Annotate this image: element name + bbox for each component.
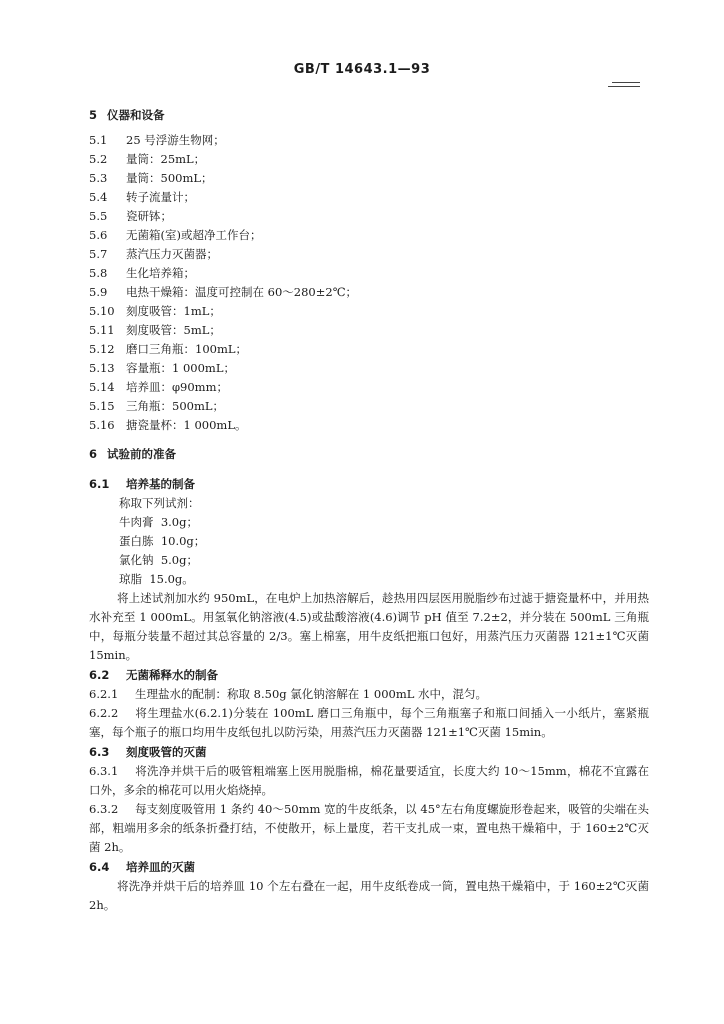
reagent-item: 氯化钠 5.0g；: [119, 553, 198, 567]
subsection-heading-6-4: 6.4 培养皿的灭菌: [89, 860, 195, 874]
list-item: 5.8 生化培养箱；: [89, 266, 195, 280]
subsection-heading-6-1: 6.1 培养基的制备: [89, 477, 195, 491]
list-item: 5.11 刻度吸管：5mL；: [89, 323, 221, 337]
list-item: 5.9 电热干燥箱：温度可控制在 60～280±2℃；: [89, 285, 358, 299]
section-heading-5: 5 仪器和设备: [89, 108, 165, 122]
paragraph-6-3-1: 6.3.1 将洗净并烘干后的吸管粗端塞上医用脱脂棉，棉花量要适宜，长度大约 10～15mm，棉花不宜露在口外，多余的棉花可以用火焰烧掉。: [89, 764, 649, 797]
paragraph-6-4: 将洗净并烘干后的培养皿 10 个左右叠在一起，用牛皮纸卷成一筒，置电热干燥箱中，于 160±2℃灭菌 2h。: [89, 879, 649, 912]
reagent-item: 蛋白胨 10.0g；: [119, 534, 206, 548]
list-item: 5.4 转子流量计；: [89, 190, 195, 204]
list-item: 5.3 量筒：500mL；: [89, 171, 213, 185]
reagent-item: 琼脂 15.0g。: [119, 572, 194, 586]
header-rule: [612, 82, 640, 83]
header-rule: [608, 86, 640, 87]
standard-code-header: GB/T 14643.1—93: [293, 62, 431, 77]
list-item: 5.1 25 号浮游生物网；: [89, 133, 225, 147]
equipment-list: [89, 131, 649, 435]
list-item: 5.16 搪瓷量杯：1 000mL。: [89, 418, 247, 432]
list-item: 5.2 量筒：25mL；: [89, 152, 206, 166]
list-item: 5.14 培养皿：φ90mm；: [89, 380, 228, 394]
section-heading-6: 6 试验前的准备: [89, 447, 176, 461]
document-body: [89, 106, 649, 915]
list-item: 5.5 瓷研钵；: [89, 209, 172, 223]
list-item: 5.13 容量瓶：1 000mL；: [89, 361, 235, 375]
subsection-heading-6-3: 6.3 刻度吸管的灭菌: [89, 745, 207, 759]
reagent-intro: 称取下列试剂：: [119, 496, 200, 510]
subsection-heading-6-2: 6.2 无菌稀释水的制备: [89, 668, 218, 682]
paragraph-6-3-2: 6.3.2 每支刻度吸管用 1 条约 40～50mm 宽的牛皮纸条，以 45°左右角度螺旋形卷起来，吸管的尖端在头部，粗端用多余的纸条折叠打结，不使散开，标上量度，若干支扎成一束，置电热干燥箱中，于 160±2℃灭菌 2h。: [89, 802, 649, 854]
paragraph-6-2-2: 6.2.2 将生理盐水(6.2.1)分装在 100mL 磨口三角瓶中，每个三角瓶塞子和瓶口间插入一小纸片，塞紧瓶塞，每个瓶子的瓶口均用牛皮纸包扎以防污染，用蒸汽压力灭菌器 121±1℃灭菌 15min。: [89, 706, 649, 739]
list-item: 5.12 磨口三角瓶：100mL；: [89, 342, 247, 356]
list-item: 5.6 无菌箱(室)或超净工作台；: [89, 228, 262, 242]
paragraph-6-2-1: 6.2.1 生理盐水的配制：称取 8.50g 氯化钠溶解在 1 000mL 水中，混匀。: [89, 687, 488, 701]
paragraph-6-1: 将上述试剂加水约 950mL，在电炉上加热溶解后，趁热用四层医用脱脂纱布过滤于搪瓷量杯中，并用热水补充至 1 000mL。用氢氧化钠溶液(4.5)或盐酸溶液(4.6)调节 pH 值至 7.2±2，并分装在 500mL 三角瓶中，每瓶分装量不超过其总容量的 2/3。塞上棉塞，用牛皮纸把瓶口包好，用蒸汽压力灭菌器 121±1℃灭菌 15min。: [89, 591, 649, 662]
list-item: 5.15 三角瓶：500mL；: [89, 399, 224, 413]
list-item: 5.10 刻度吸管：1mL；: [89, 304, 221, 318]
reagent-item: 牛肉膏 3.0g；: [119, 515, 198, 529]
list-item: 5.7 蒸汽压力灭菌器；: [89, 247, 218, 261]
